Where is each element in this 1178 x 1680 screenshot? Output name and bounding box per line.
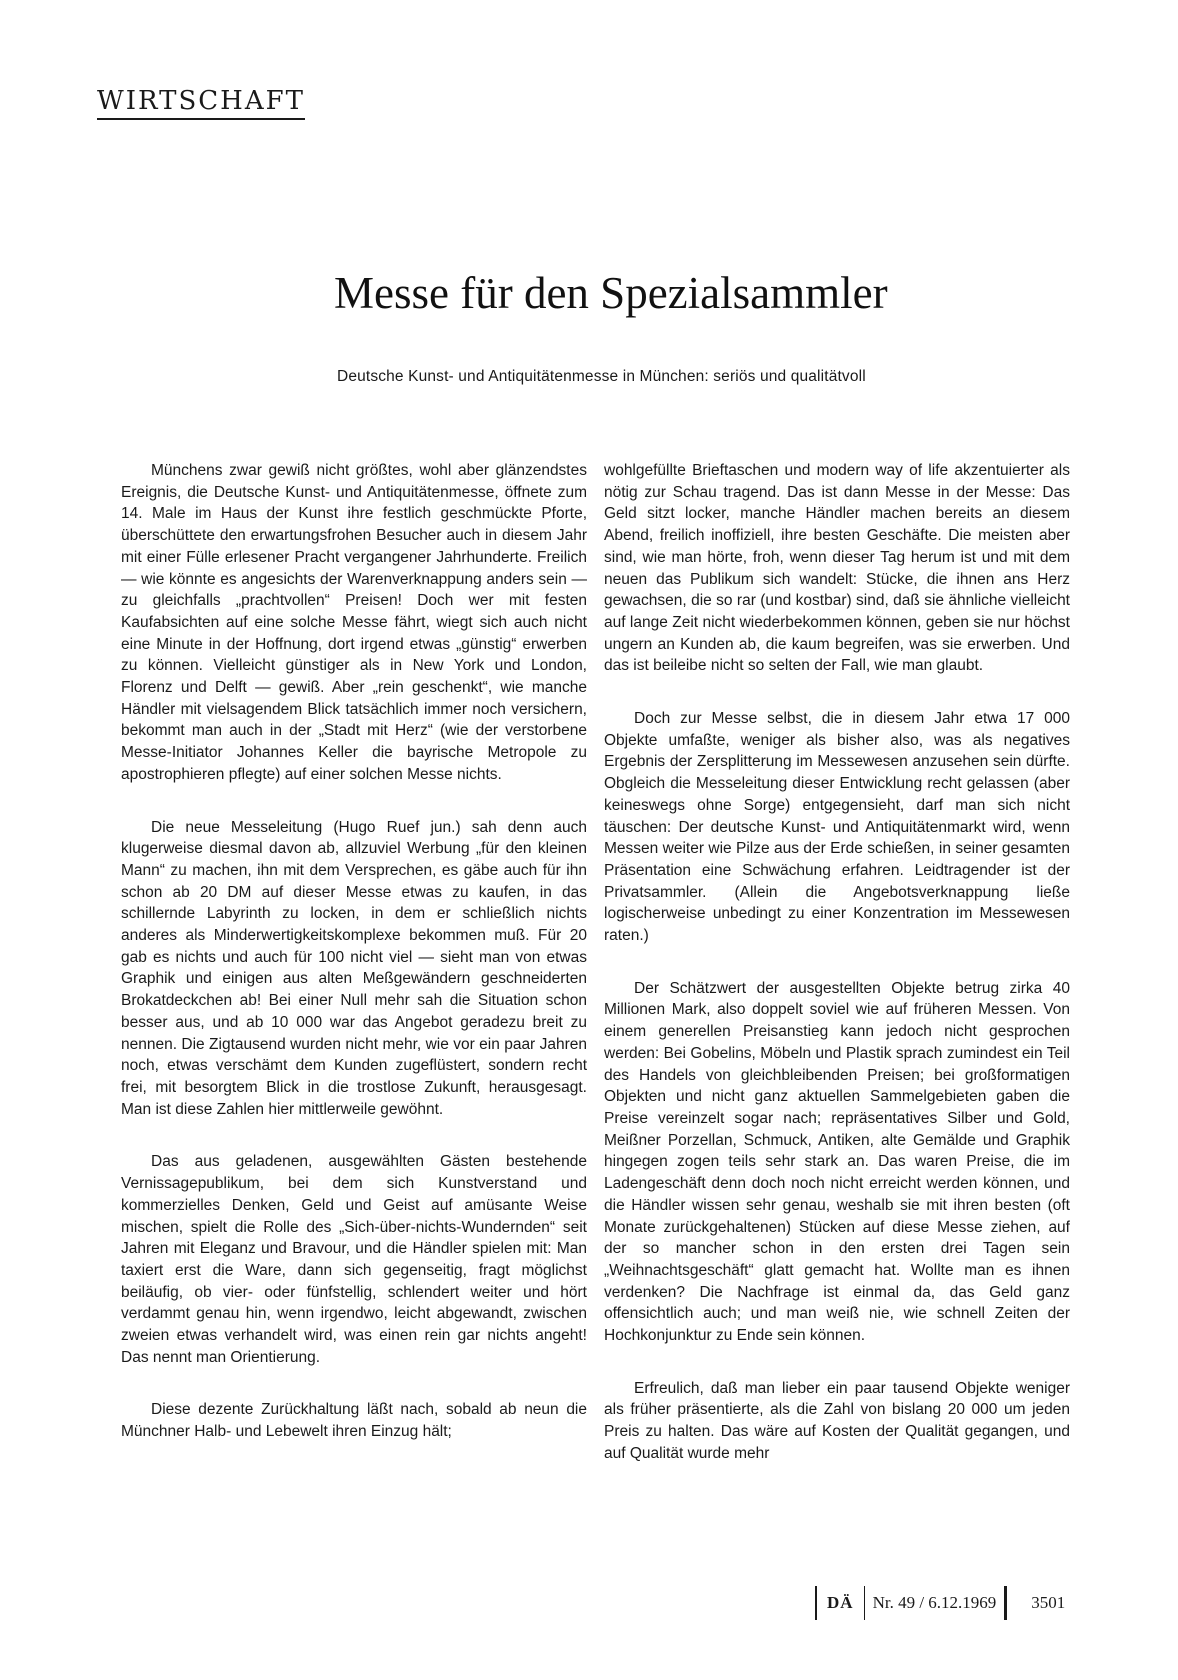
paragraph: Münchens zwar gewiß nicht größtes, wohl aber glänzendstes Ereignis, die Deutsche Kunst- und Antiquitätenmesse, öffnete zum 14. Male im Haus der Kunst ihre festlich geschmückte Pforte, überschüttete den erwartungsfrohen Besucher auch in diesem Jahr mit einer Fülle erlesener Pracht vergangener Jahrhunderte. Freilich — wie könnte es angesichts der Warenverknappung anders sein — zu gleichfalls „prachtvollen“ Preisen! Doch wer mit festen Kaufabsichten auf eine solche Messe fährt, wiegt sich auch nicht eine Minute in der Hoffnung, dort irgend etwas „günstig“ erwerben zu können. Vielleicht günstiger als in New York und London, Florenz und Delft — gewiß. Aber „rein geschenkt“, wie manche Händler mit vielsagendem Blick tatsächlich immer noch versichern, bekommt man auch in der „Stadt mit Herz“ (wie der verstorbene Messe-Initiator Johannes Keller die bayrische Metropole zu apostrophieren pflegte) auf einer solchen Messe nichts. — [121, 462, 587, 783]
issue-number: Nr. 49 / 6.12.1969 — [872, 1593, 997, 1612]
right-column — [604, 460, 1070, 1496]
journal-logo: DÄ — [817, 1586, 865, 1620]
section-heading: WIRTSCHAFT — [97, 86, 305, 120]
page-number: 3501 — [1031, 1593, 1066, 1612]
article-subtitle: Deutsche Kunst- und Antiquitätenmesse in München: seriös und qualitätvoll — [337, 368, 866, 385]
paragraph: Diese dezente Zurückhaltung läßt nach, sobald ab neun die Münchner Halb- und Lebewelt ihren Einzug hält; — [121, 1401, 587, 1441]
paragraph: Die neue Messeleitung (Hugo Ruef jun.) sah denn auch klugerweise diesmal davon ab, allzuviel Werbung „für den kleinen Mann“ zu machen, ihn mit dem Versprechen, es gäbe auch für ihn schon ab 20 DM auf dieser Messe etwas zu kaufen, in das schillernde Labyrinth zu locken, in dem er schließlich nichts anderes als Minderwertigkeitskomplexe bekommen muß. Für 20 gab es nichts und auch für 100 nicht viel — sieht man von etwas Graphik und einigen aus alten Meßgewändern geschneiderten Brokatdeckchen ab! Bei einer Null mehr sah die Situation schon besser aus, und ab 10 000 war das Angebot geradezu breit zu nennen. Die Zigtausend wurden nicht mehr, wie vor ein paar Jahren noch, etwas verschämt dem Kunden zugeflüstert, sondern recht frei, mit besorgtem Blick in die trostlose Zukunft, herausgesagt. Man ist diese Zahlen hier mittlerweile gewöhnt. — [121, 818, 587, 1118]
paragraph: Der Schätzwert der ausgestellten Objekte betrug zirka 40 Millionen Mark, also doppelt soviel wie auf früheren Messen. Von einem generellen Preisanstieg kann jedoch nicht gesprochen werden: Bei Gobelins, Möbeln und Plastik sprach zumindest ein Teil des Handels von gleichbleibenden Preisen; bei großformatigen Objekten und nicht ganz aktuellen Sammelgebieten gaben die Preise vereinzelt sogar nach; repräsentatives Silber und Gold, Meißner Porzellan, Schmuck, Antiken, alte Gemälde und Graphik hingegen zogen teils sehr stark an. Das waren Preise, die im Ladengeschäft denn doch noch nicht erreicht werden können, und die Händler wissen sehr genau, weshalb sie mit ihren besten (oft Monate zurückgehaltenen) Stücken auf diese Messe ziehen, auf der so mancher schon in den ersten drei Tagen sein „Weihnachtsgeschäft“ glatt gemacht hat. Wollte man es ihnen verdenken? Die Nachfrage ist einmal da, das Geld ganz offensichtlich auch; und man weiß nie, wie schnell Zeiten der Hochkonjunktur zu Ende sein können. — [604, 979, 1070, 1345]
page-footer — [815, 1585, 1065, 1621]
left-column — [121, 460, 587, 1474]
paragraph: wohlgefüllte Brieftaschen und modern way of life akzentuierter als nötig zur Schau tragend. Das ist dann Messe in der Messe: Das Geld sitzt locker, manche Händler machen bereits an diesem Abend, freilich inoffiziell, ihre besten Geschäfte. Die meisten aber sind, wie man hörte, froh, wenn dieser Tag herum ist und mit dem neuen das Publikum sich wandelt: Stücke, die ihnen ans Herz gewachsen, die so rar (und kostbar) sind, daß sie ähnliche vielleicht auf lange Zeit nicht wiederbekommen können, geben sie nur höchst ungern an Kunden ab, die kaum begreifen, was sie erwerben. Und das ist beileibe nicht so selten der Fall, wie man glaubt. — [604, 462, 1070, 675]
paragraph: Erfreulich, daß man lieber ein paar tausend Objekte weniger als früher präsentierte, als die Zahl von bislang 20 000 um jeden Preis zu halten. Das wäre auf Kosten der Qualität gegangen, und auf Qualität wurde mehr — [604, 1379, 1070, 1462]
article-title: Messe für den Spezialsammler — [334, 268, 888, 318]
paragraph: Das aus geladenen, ausgewählten Gästen bestehende Vernissagepublikum, bei dem sich Kunstverstand und kommerzielles Denken, Geld und Geist auf amüsante Weise mischen, spielt die Rolle des „Sich-über-nichts-Wundernden“ seit Jahren mit Eleganz und Bravour, und die Händler spielen mit: Man taxiert erst die Ware, dann sich gegenseitig, fragt möglichst beiläufig, ob vier- oder fünfstellig, schlendert weiter und hört verdammt genau hin, wenn irgendwo, leicht abgewandt, zwischen zweien etwas verhandelt wird, was einen rein gar nichts angeht! Das nennt man Orientierung. — [121, 1153, 587, 1366]
paragraph: Doch zur Messe selbst, die in diesem Jahr etwa 17 000 Objekte umfaßte, weniger als bisher also, was als negatives Ergebnis der Zersplitterung im Messewesen anzusehen sein dürfte. Obgleich die Messeleitung dieser Entwicklung recht gelassen (aber keineswegs ohne Sorge) entgegensieht, darf man sich nicht täuschen: Der deutsche Kunst- und Antiquitätenmarkt wird, wenn Messen weiter wie Pilze aus der Erde schießen, in seiner gesamten Präsentation eine Schwächung erfahren. Leidtragender ist der Privatsammler. (Allein die Angebotsverknappung ließe logischerweise unbedingt zu einer Konzentration im Messewesen raten.) — [604, 710, 1070, 945]
issue-box — [815, 1586, 1007, 1620]
